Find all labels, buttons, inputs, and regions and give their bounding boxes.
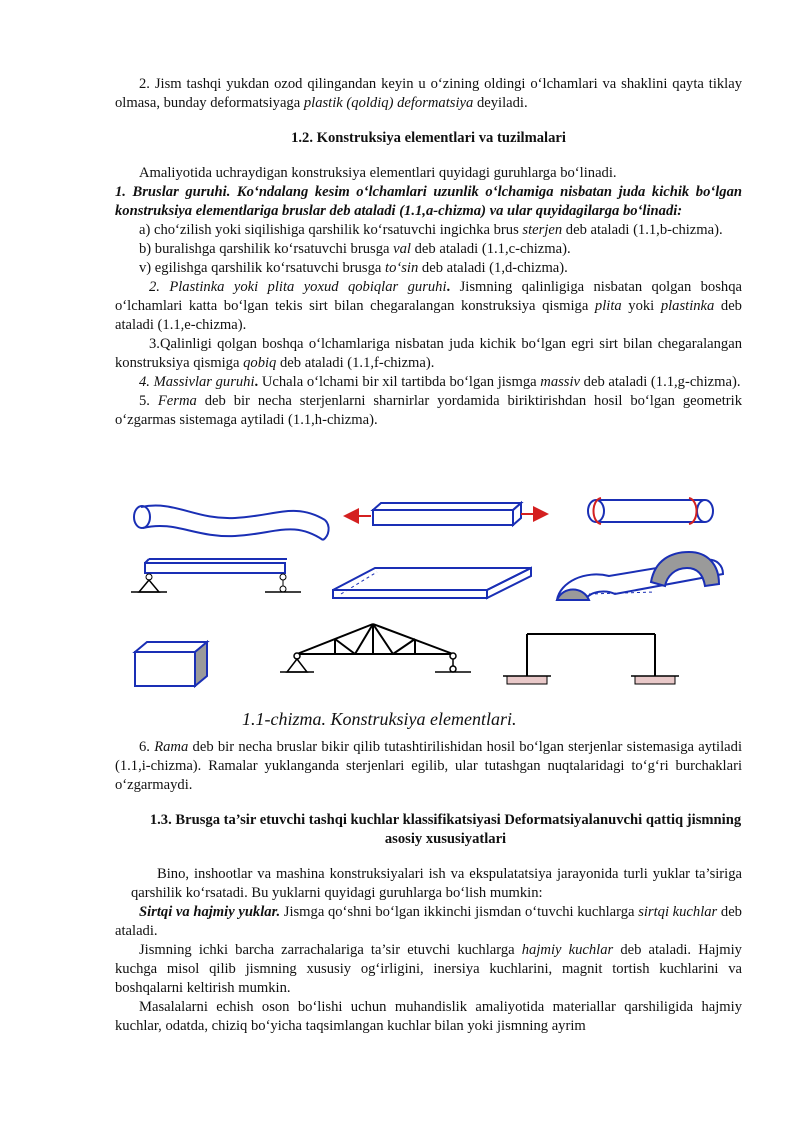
paragraph-ferma: 5. Ferma deb bir necha sterjenlarni sharnirlar yordamida biriktirishdan hosil bo‘lgan geometrik o‘zgarmas sistemaga aytiladi (1.1,h-chizma). [115,393,743,428]
truss-drawing [297,624,453,654]
section-heading-1-2: 1.2. Konstruksiya elementlari va tuzilmalari [291,130,566,146]
beam-supports-drawing [131,559,301,592]
paragraph-qobiq: 3.Qalinligi qolgan boshqa o‘lchamlariga nisbatan juda kichik bo‘lgan egri sirt bilan chegaralangan konstruksiya qismiga qobiq deb ataladi (1.1,f-chizma). [115,336,742,371]
paragraph-item-v: v) egilishga qarshilik ko‘rsatuvchi brusga to‘sin deb ataladi (1,d-chizma). [139,260,568,276]
truss-supports-drawing [280,653,471,672]
paragraph-item-b: b) buralishga qarshilik ko‘rsatuvchi brusga val deb ataladi (1.1,c-chizma). [139,241,571,257]
paragraph-volume-forces: Jismning ichki barcha zarrachalariga ta’sir etuvchi kuchlarga hajmiy kuchlar deb ataladi. Hajmiy kuchga misol qilib jismning xususiy og‘irligini, inersiya kuchlarini, magnit tortish kuchlarini va boshqalarni keltirish mumkin. [115,942,742,996]
shell-drawing [557,552,723,600]
paragraph-plastinka-group: 2. Plastinka yoki plita yoxud qobiqlar guruhi. Jismning qalinligiga nisbatan qolgan boshqa o‘lchamlari katta bo‘lgan tekis sirt bilan chegaralangan konstruksiya qismiga plita yoki plastinka deb ataladi (1.1,e-chizma). [115,279,742,333]
paragraph-rama: 6. Rama deb bir necha bruslar bikir qilib tutashtirilishidan hosil bo‘lgan sterjenlar sistemasiga aytiladi (1.1,i-chizma). Ramalar yuklanganda sterjenlari egilib, ular tutashgan nuqtalaridagi to‘g‘ri burchaklari o‘zgarmaydi. [115,739,742,793]
paragraph-bruslar-group: 1. Bruslar guruhi. Ko‘ndalang kesim o‘lchamlari uzunlik o‘lchamiga nisbatan juda kichik bo‘lgan konstruksiya elementlariga bruslar deb ataladi (1.1,a-chizma) va ular quyidagilarga bo‘linadi: [115,184,742,219]
section-heading-1-3: 1.3. Brusga ta’sir etuvchi tashqi kuchlar klassifikatsiyasi Deformatsiyalanuvchi qattiq jismning asosiy xususiyatlari [149,812,742,847]
shaft-torsion-drawing [588,498,713,524]
figure-construction-elements [115,490,742,700]
page-body-top [115,75,742,430]
paragraph-surface-volume-loads: Sirtqi va hajmiy yuklar. Jismga qo‘shni bo‘lgan ikkinchi jismdan o‘tuvchi kuchlarga sirtqi kuchlar deb ataladi. [115,904,742,939]
figure-caption: 1.1-chizma. Konstruksiya elementlari. [242,709,517,729]
frame-drawing [503,634,679,684]
paragraph-loads-intro: Bino, inshootlar va mashina konstruksiyalari ish va ekspulatatsiya jarayonida turli yuklar ta’siriga qarshilik ko‘rsatadi. Bu yuklarni quyidagi guruhlarga bo‘lish mumkin: [131,866,742,901]
paragraph-intro: Amaliyotida uchraydigan konstruksiya elementlari quyidagi guruhlarga bo‘linadi. [139,165,617,181]
paragraph-plastic-deformation: 2. Jism tashqi yukdan ozod qilingandan keyin u o‘zining oldingi o‘lchamlari va shaklini qayta tiklay olmasa, bunday deformatsiyaga plastik (qoldiq) deformatsiya deyiladi. [115,76,742,111]
page-body-bottom [115,738,742,1036]
paragraph-item-a: a) cho‘zilish yoki siqilishiga qarshilik ko‘rsatuvchi ingichka brus sterjen deb ataladi (1.1,b-chizma). [139,222,723,238]
rod-tension-drawing [347,503,545,525]
paragraph-engineering-practice: Masalalarni echish oson bo‘lishi uchun muhandislik amaliyotida materiallar qarshiligida hajmiy kuchlar, odatda, chiziq bo‘yicha taqsimlangan kuchlar bilan yoki jismning ayrim [115,999,742,1034]
block-drawing [135,642,207,686]
plate-drawing [333,568,531,598]
curved-bar-drawing [134,506,329,540]
paragraph-massiv-group: 4. Massivlar guruhi. Uchala o‘lchami bir xil tartibda bo‘lgan jismga massiv deb ataladi (1.1,g-chizma). [139,374,741,390]
